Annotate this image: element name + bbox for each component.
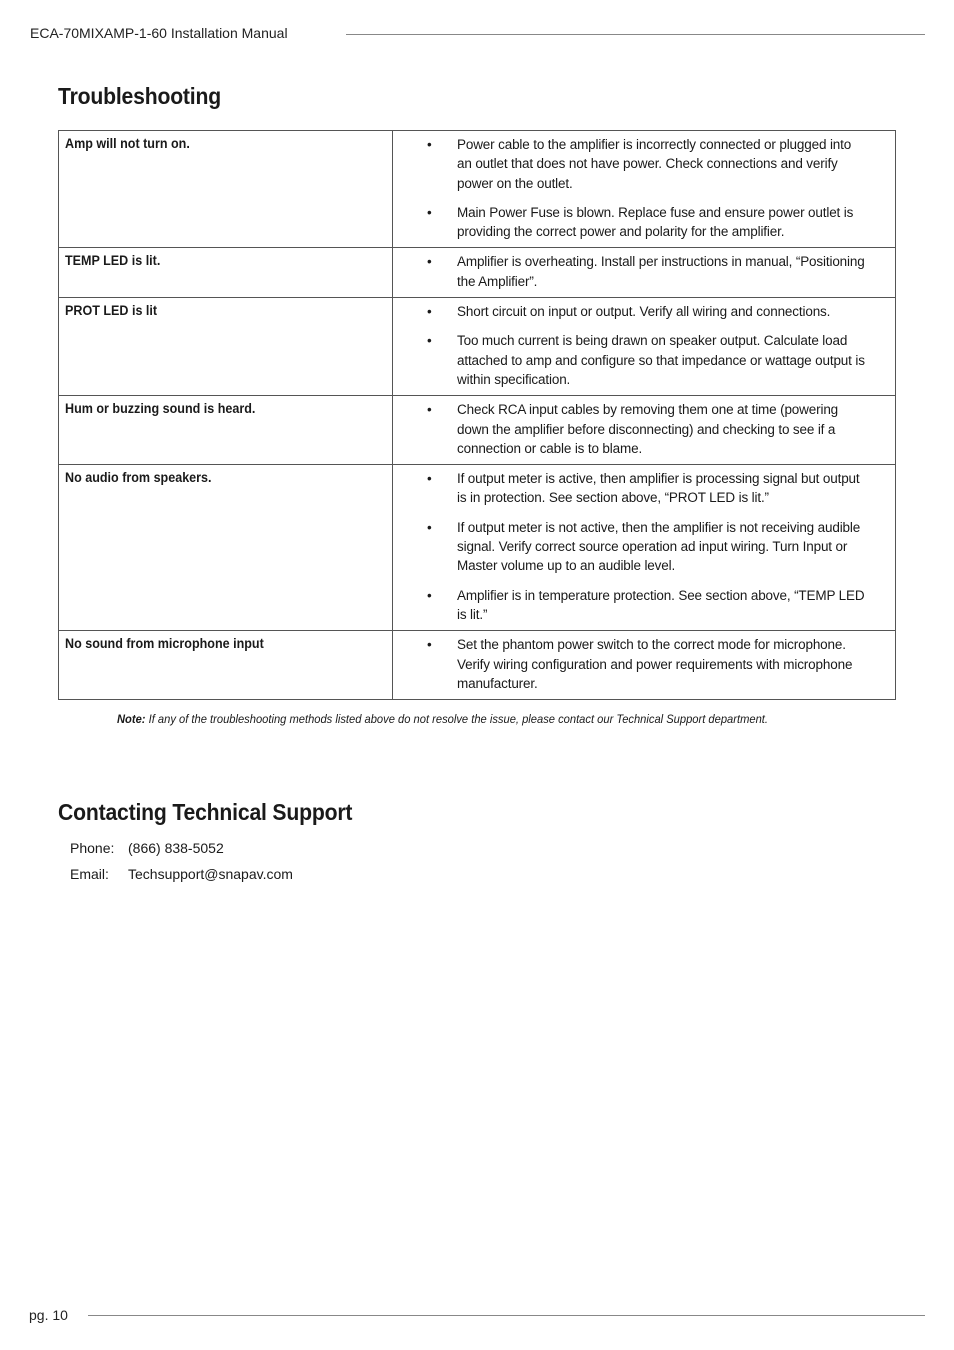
problem-cell — [59, 396, 393, 465]
document-header-title: ECA-70MIXAMP-1-60 Installation Manual — [30, 25, 288, 41]
footer-rule — [88, 1315, 925, 1316]
solution-item — [393, 469, 865, 508]
solution-cell — [393, 631, 896, 700]
solution-item — [393, 635, 865, 693]
table-row — [59, 631, 896, 700]
email-label: Email: — [70, 866, 109, 882]
solution-text: If output meter is active, then amplifier is processing signal but output is in protection. See section above, “PROT LED is lit.” — [457, 471, 860, 506]
solution-item — [393, 586, 865, 625]
problem-cell — [59, 298, 393, 396]
solution-text: Amplifier is in temperature protection. See section above, “TEMP LED is lit.” — [457, 587, 865, 622]
solution-item — [393, 518, 865, 576]
problem-text: Hum or buzzing sound is heard. — [65, 401, 256, 417]
bullet-icon: • — [427, 587, 432, 603]
solution-list — [393, 469, 865, 624]
solution-list — [393, 635, 865, 693]
phone-number: (866) 838-5052 — [128, 840, 224, 856]
solution-text: Power cable to the amplifier is incorrectly connected or plugged into an outlet that does not have power. Check connections and verify power on the outlet. — [457, 137, 852, 191]
bullet-icon: • — [427, 137, 432, 152]
page-number: pg. 10 — [29, 1307, 68, 1323]
solution-text: Amplifier is overheating. Install per instructions in manual, “Positioning the Amplifier”. — [457, 254, 865, 289]
solution-text: Too much current is being drawn on speaker output. Calculate load attached to amp and configure so that impedance or wattage output is within specification. — [457, 333, 865, 387]
table-row — [59, 396, 896, 465]
solution-cell — [393, 131, 896, 248]
bullet-icon: • — [427, 254, 432, 270]
bullet-icon: • — [427, 204, 432, 220]
troubleshooting-heading: Troubleshooting — [58, 83, 221, 109]
solution-item — [393, 400, 865, 458]
solution-list — [393, 135, 865, 241]
bullet-icon: • — [427, 637, 432, 653]
solution-text: If output meter is not active, then the amplifier is not receiving audible signal. Verify correct source operation ad input wiring. Turn Input or Master volume up to an audible level. — [457, 519, 861, 574]
bullet-icon: • — [427, 333, 432, 349]
solution-text: Set the phantom power switch to the correct mode for microphone. Verify wiring configuration and power requirements with microphone manufacturer. — [457, 637, 853, 691]
problem-cell — [59, 631, 393, 700]
problem-text: TEMP LED is lit. — [65, 253, 161, 269]
solution-list — [393, 252, 865, 291]
solution-cell — [393, 465, 896, 631]
troubleshooting-table — [58, 130, 896, 700]
contact-heading: Contacting Technical Support — [58, 799, 353, 825]
problem-text: Amp will not turn on. — [65, 136, 190, 151]
table-row — [59, 131, 896, 248]
note-label: Note: — [117, 712, 146, 726]
solution-item — [393, 135, 865, 193]
bullet-icon: • — [427, 471, 432, 487]
solution-cell — [393, 248, 896, 298]
table-row — [59, 298, 896, 396]
bullet-icon: • — [427, 304, 432, 320]
solution-text: Check RCA input cables by removing them one at time (powering down the amplifier before disconnecting) and checking to see if a connection or cable is to blame. — [457, 402, 839, 456]
problem-cell — [59, 465, 393, 631]
bullet-icon: • — [427, 402, 432, 418]
contact-email-row — [70, 866, 293, 882]
solution-cell — [393, 298, 896, 396]
email-address: Techsupport@snapav.com — [128, 866, 293, 882]
troubleshooting-note — [117, 712, 768, 726]
problem-text: PROT LED is lit — [65, 303, 158, 319]
problem-cell — [59, 131, 393, 248]
problem-text: No audio from speakers. — [65, 470, 212, 486]
table-row — [59, 248, 896, 298]
solution-list — [393, 302, 865, 389]
solution-list — [393, 400, 865, 458]
solution-item — [393, 252, 865, 291]
header-rule — [346, 34, 925, 35]
contact-phone-row — [70, 840, 224, 856]
problem-cell — [59, 248, 393, 298]
phone-label: Phone: — [70, 840, 115, 856]
solution-cell — [393, 396, 896, 465]
table-row — [59, 465, 896, 631]
solution-text: Short circuit on input or output. Verify all wiring and connections. — [457, 304, 831, 320]
bullet-icon: • — [427, 519, 432, 535]
problem-text: No sound from microphone input — [65, 636, 264, 652]
solution-item — [393, 331, 865, 389]
solution-text: Main Power Fuse is blown. Replace fuse and ensure power outlet is providing the correct power and polarity for the amplifier. — [457, 204, 854, 240]
solution-item — [393, 203, 865, 242]
note-text: If any of the troubleshooting methods listed above do not resolve the issue, please contact our Technical Support department. — [145, 712, 768, 726]
solution-item — [393, 302, 865, 321]
